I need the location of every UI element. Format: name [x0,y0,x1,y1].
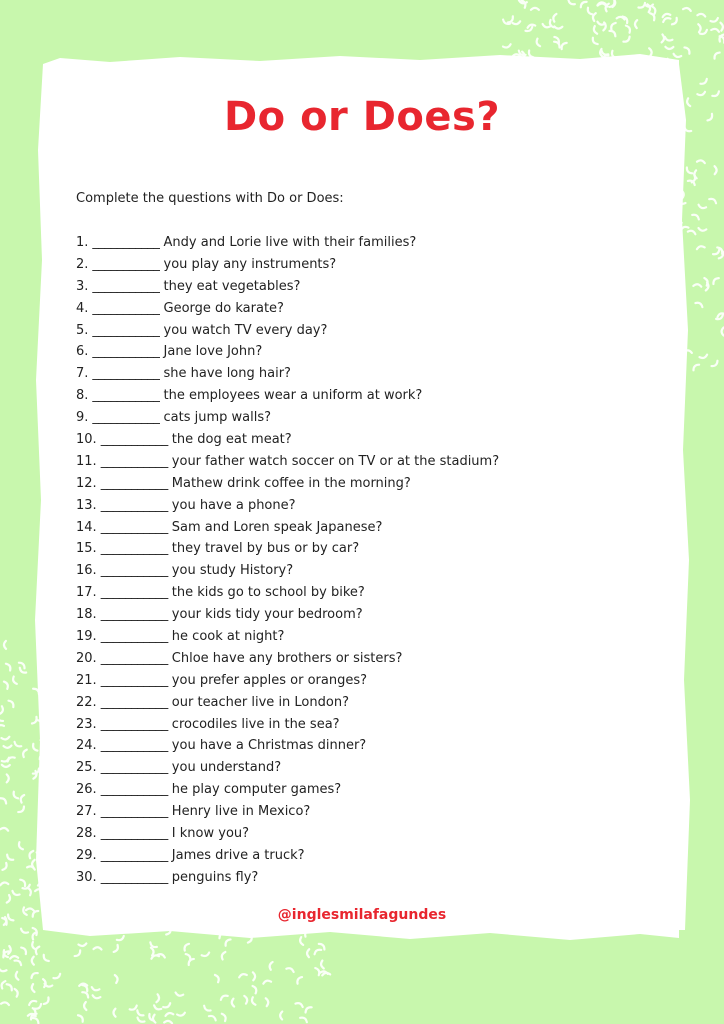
squiggle-mark [115,975,118,983]
squiggle-mark [0,882,8,885]
question-number: 25. [76,760,97,776]
squiggle-mark [693,284,701,287]
squiggle-mark [688,230,696,234]
squiggle-mark [672,18,678,26]
squiggle-mark [713,51,720,58]
squiggle-mark [680,226,688,231]
question-number: 5. [76,322,89,338]
squiggle-mark [4,746,12,749]
answer-blank: ___________ [92,344,160,360]
answer-blank: ___________ [92,256,160,272]
squiggle-mark [720,23,723,31]
question-text: they travel by bus or by car? [171,541,360,557]
squiggle-mark [84,1002,87,1010]
squiggle-mark [42,955,49,962]
squiggle-mark [713,249,721,256]
squiggle-mark [12,677,17,685]
squiggle-mark [626,25,631,33]
answer-blank: ___________ [100,804,168,820]
squiggle-mark [20,929,28,935]
question-text: crocodiles live in the sea? [171,716,340,732]
question-text: your kids tidy your bedroom? [171,607,363,623]
question-item [76,276,499,298]
squiggle-mark [156,994,159,1002]
question-number: 16. [76,563,97,579]
squiggle-mark [712,361,719,368]
question-text: you watch TV every day? [163,322,328,338]
squiggle-mark [22,749,27,757]
squiggle-mark [0,827,8,830]
answer-blank: ___________ [100,760,168,776]
question-text: he play computer games? [171,782,342,798]
squiggle-mark [35,1004,43,1010]
question-item [76,538,499,560]
squiggle-mark [244,995,248,1003]
answer-blank: ___________ [100,497,168,513]
answer-blank: ___________ [100,607,168,623]
question-number: 26. [76,782,97,798]
squiggle-mark [313,948,321,954]
squiggle-mark [586,8,592,16]
question-number: 24. [76,738,97,754]
squiggle-mark [202,953,210,958]
answer-blank: ___________ [92,322,160,338]
squiggle-mark [665,47,673,49]
question-item [76,779,499,801]
question-number: 12. [76,475,97,491]
squiggle-mark [552,13,556,21]
question-item [76,232,499,254]
squiggle-mark [222,1013,227,1021]
squiggle-mark [531,8,539,10]
answer-blank: ___________ [100,847,168,863]
squiggle-mark [700,79,708,85]
squiggle-mark [694,170,697,178]
question-number: 7. [76,366,89,382]
squiggle-mark [709,197,717,203]
question-item [76,560,499,582]
question-text: penguins fly? [171,869,259,885]
squiggle-mark [662,34,665,42]
squiggle-mark [697,160,705,163]
squiggle-mark [635,20,637,28]
squiggle-mark [660,59,668,63]
question-text: you prefer apples or oranges? [171,672,368,688]
squiggle-mark [28,850,33,858]
question-item [76,517,499,539]
question-item [76,670,499,692]
squiggle-mark [215,974,220,982]
squiggle-mark [698,205,706,209]
squiggle-mark [307,949,309,957]
question-number: 21. [76,672,97,688]
question-item [76,341,499,363]
question-text: Sam and Loren speak Japanese? [171,519,383,535]
squiggle-mark [609,1,616,9]
question-item [76,385,499,407]
squiggle-mark [44,997,50,1005]
question-number: 9. [76,410,89,426]
answer-blank: ___________ [100,826,168,842]
answer-blank: ___________ [100,563,168,579]
answer-blank: ___________ [100,432,168,448]
squiggle-mark [177,1013,185,1017]
squiggle-mark [53,974,61,980]
squiggle-mark [163,1003,171,1009]
squiggle-mark [722,328,724,336]
question-number: 19. [76,629,97,645]
squiggle-mark [2,863,8,871]
question-text: Jane love John? [163,344,263,360]
question-item [76,801,499,823]
question-item [76,254,499,276]
answer-blank: ___________ [100,716,168,732]
squiggle-mark [117,936,125,942]
squiggle-mark [239,973,247,977]
squiggle-mark [711,28,719,32]
question-text: James drive a truck? [171,847,305,863]
squiggle-mark [673,54,681,58]
social-handle: @inglesmilafagundes [277,907,447,923]
squiggle-mark [698,228,706,231]
squiggle-mark [652,6,656,14]
squiggle-mark [286,967,294,972]
answer-blank: ___________ [100,672,168,688]
answer-blank: ___________ [92,300,160,316]
squiggle-mark [151,947,154,955]
squiggle-mark [20,879,26,887]
squiggle-mark [266,998,269,1006]
question-item [76,648,499,670]
answer-blank: ___________ [92,235,160,250]
squiggle-mark [33,771,37,779]
squiggle-mark [224,938,231,946]
squiggle-mark [32,957,34,965]
squiggle-mark [692,363,699,370]
squiggle-mark [0,797,7,804]
squiggle-mark [31,984,34,992]
question-item [76,363,499,385]
squiggle-mark [296,976,302,984]
squiggle-mark [253,985,258,993]
squiggle-mark [33,687,40,694]
squiggle-mark [692,213,700,219]
answer-blank: ___________ [92,388,160,404]
question-number: 14. [76,519,97,535]
squiggle-mark [0,706,4,714]
squiggle-mark [684,46,691,54]
question-number: 2. [76,256,89,272]
squiggle-mark [0,724,4,729]
squiggle-mark [30,972,38,979]
answer-blank: ___________ [92,278,160,294]
question-item [76,604,499,626]
question-number: 13. [76,497,97,513]
question-text: you study History? [171,563,294,579]
question-number: 27. [76,804,97,820]
question-text: the employees wear a uniform at work? [163,388,423,404]
squiggle-mark [647,4,650,12]
squiggle-mark [18,842,23,850]
question-number: 1. [76,235,89,250]
squiggle-mark [712,277,719,284]
question-text: our teacher live in London? [171,694,349,710]
question-number: 11. [76,453,97,469]
squiggle-mark [593,26,597,34]
instructions-text: Complete the questions with Do or Does: [76,191,344,206]
squiggle-mark [12,792,18,800]
question-number: 20. [76,650,97,666]
question-number: 3. [76,278,89,294]
answer-blank: ___________ [100,453,168,469]
squiggle-mark [15,972,18,980]
question-text: you understand? [171,760,282,776]
question-number: 4. [76,300,89,316]
squiggle-mark [7,983,14,990]
squiggle-mark [2,758,10,763]
question-number: 22. [76,694,97,710]
squiggle-mark [591,38,597,46]
squiggle-mark [609,29,616,36]
squiggle-mark [221,951,226,959]
squiggle-mark [21,946,27,954]
squiggle-mark [560,42,567,49]
question-text: your father watch soccer on TV or at the stadium? [171,453,500,469]
question-text: you have a phone? [171,497,296,513]
squiggle-mark [75,950,82,957]
question-number: 30. [76,869,97,885]
squiggle-mark [248,935,253,943]
squiggle-mark [710,18,718,23]
squiggle-mark [6,663,12,671]
squiggle-mark [6,855,13,862]
question-text: you have a Christmas dinner? [171,738,367,754]
squiggle-mark [175,992,183,996]
question-number: 28. [76,826,97,842]
squiggle-mark [4,641,6,649]
squiggle-mark [695,301,703,307]
squiggle-mark [649,48,652,56]
squiggle-mark [35,889,43,891]
squiggle-mark [231,999,234,1007]
squiggle-mark [13,742,21,748]
question-text: cats jump walls? [163,410,272,426]
question-text: George do karate? [163,300,284,316]
squiggle-mark [183,943,189,951]
question-item [76,320,499,342]
squiggle-mark [554,26,562,28]
answer-blank: ___________ [100,585,168,601]
squiggle-mark [8,946,11,954]
question-text: I know you? [171,826,250,842]
squiggle-mark [12,891,20,896]
squiggle-mark [295,1002,303,1007]
squiggle-mark [251,997,255,1005]
squiggle-mark [28,1000,36,1005]
squiggle-mark [527,51,533,59]
question-item [76,451,499,473]
squiggle-mark [165,1012,173,1016]
question-text: you play any instruments? [163,256,337,272]
answer-blank: ___________ [100,629,168,645]
squiggle-mark [1,1002,9,1005]
question-item [76,714,499,736]
squiggle-mark [92,995,100,999]
question-item [76,473,499,495]
question-text: she have long hair? [163,366,291,382]
answer-blank: ___________ [100,869,168,885]
squiggle-mark [683,7,691,11]
question-number: 8. [76,388,89,404]
squiggle-mark [536,39,540,47]
squiggle-mark [82,991,89,998]
squiggle-mark [78,943,86,946]
squiggle-mark [664,37,672,42]
squiggle-mark [276,930,284,933]
squiggle-mark [78,1014,84,1022]
squiggle-mark [503,44,511,48]
question-text: Mathew drink coffee in the morning? [171,475,411,491]
squiggle-mark [697,13,705,16]
question-item [76,429,499,451]
squiggle-mark [638,3,646,9]
squiggle-mark [209,1014,217,1020]
squiggle-mark [704,277,708,285]
question-number: 23. [76,716,97,732]
squiggle-mark [699,355,707,359]
squiggle-mark [10,956,18,959]
squiggle-mark [263,980,271,984]
question-number: 15. [76,541,97,557]
squiggle-mark [113,1009,115,1017]
question-text: they eat vegetables? [163,278,301,294]
squiggle-mark [94,947,102,949]
squiggle-mark [610,22,616,30]
squiggle-mark [304,1006,311,1013]
squiggle-mark [579,0,586,7]
question-item [76,735,499,757]
squiggle-mark [153,1005,161,1010]
squiggle-mark [623,37,630,44]
squiggle-mark [137,1018,145,1024]
answer-blank: ___________ [100,475,168,491]
question-item [76,845,499,867]
squiggle-mark [91,987,99,991]
question-list [76,232,499,889]
squiggle-mark [512,21,520,25]
squiggle-mark [7,895,11,903]
question-text: Andy and Lorie live with their families? [163,235,417,250]
squiggle-mark [684,350,692,353]
question-item [76,692,499,714]
squiggle-mark [186,953,192,961]
answer-blank: ___________ [100,694,168,710]
answer-blank: ___________ [92,410,160,426]
worksheet-title: Do or Does? [223,94,501,140]
squiggle-mark [715,166,717,174]
question-text: Henry live in Mexico? [171,804,311,820]
answer-blank: ___________ [92,366,160,382]
squiggle-mark [4,681,9,689]
answer-blank: ___________ [100,541,168,557]
squiggle-mark [15,988,19,996]
answer-blank: ___________ [100,519,168,535]
question-text: he cook at night? [171,629,285,645]
squiggle-mark [698,24,701,32]
squiggle-mark [280,1011,282,1019]
squiggle-mark [136,1010,143,1017]
question-text: Chloe have any brothers or sisters? [171,650,403,666]
squiggle-mark [320,961,323,969]
squiggle-mark [611,51,616,59]
question-item [76,626,499,648]
question-item [76,823,499,845]
squiggle-mark [27,865,35,869]
question-item [76,757,499,779]
squiggle-mark [685,167,692,174]
squiggle-mark [203,1006,211,1012]
squiggle-mark [253,972,255,980]
squiggle-mark [0,980,5,988]
squiggle-mark [662,13,670,17]
question-item [76,582,499,604]
question-item [76,867,499,889]
squiggle-mark [32,744,38,752]
squiggle-mark [14,959,22,965]
squiggle-mark [32,1017,39,1024]
squiggle-mark [2,765,10,767]
question-number: 29. [76,847,97,863]
question-item [76,407,499,429]
question-item [76,298,499,320]
squiggle-mark [319,942,326,949]
question-text: the kids go to school by bike? [171,585,365,601]
squiggle-mark [542,24,550,28]
squiggle-mark [18,807,25,814]
squiggle-mark [269,962,273,970]
squiggle-mark [1,737,9,740]
question-number: 18. [76,607,97,623]
squiggle-mark [0,968,6,972]
squiggle-mark [7,774,9,782]
squiggle-mark [681,190,684,198]
question-number: 17. [76,585,97,601]
question-text: the dog eat meat? [171,432,292,448]
squiggle-mark [0,715,3,722]
squiggle-mark [512,54,520,57]
squiggle-mark [8,700,14,708]
question-number: 10. [76,432,97,448]
squiggle-mark [20,794,24,802]
squiggle-mark [299,937,303,945]
squiggle-mark [31,942,36,950]
answer-blank: ___________ [100,650,168,666]
question-item [76,495,499,517]
question-number: 6. [76,344,89,360]
squiggle-mark [218,931,225,938]
squiggle-mark [164,1020,172,1023]
squiggle-mark [114,945,120,953]
answer-blank: ___________ [100,738,168,754]
squiggle-mark [567,0,575,6]
answer-blank: ___________ [100,782,168,798]
squiggle-mark [220,994,228,1000]
squiggle-mark [300,1016,308,1022]
squiggle-mark [696,245,704,249]
